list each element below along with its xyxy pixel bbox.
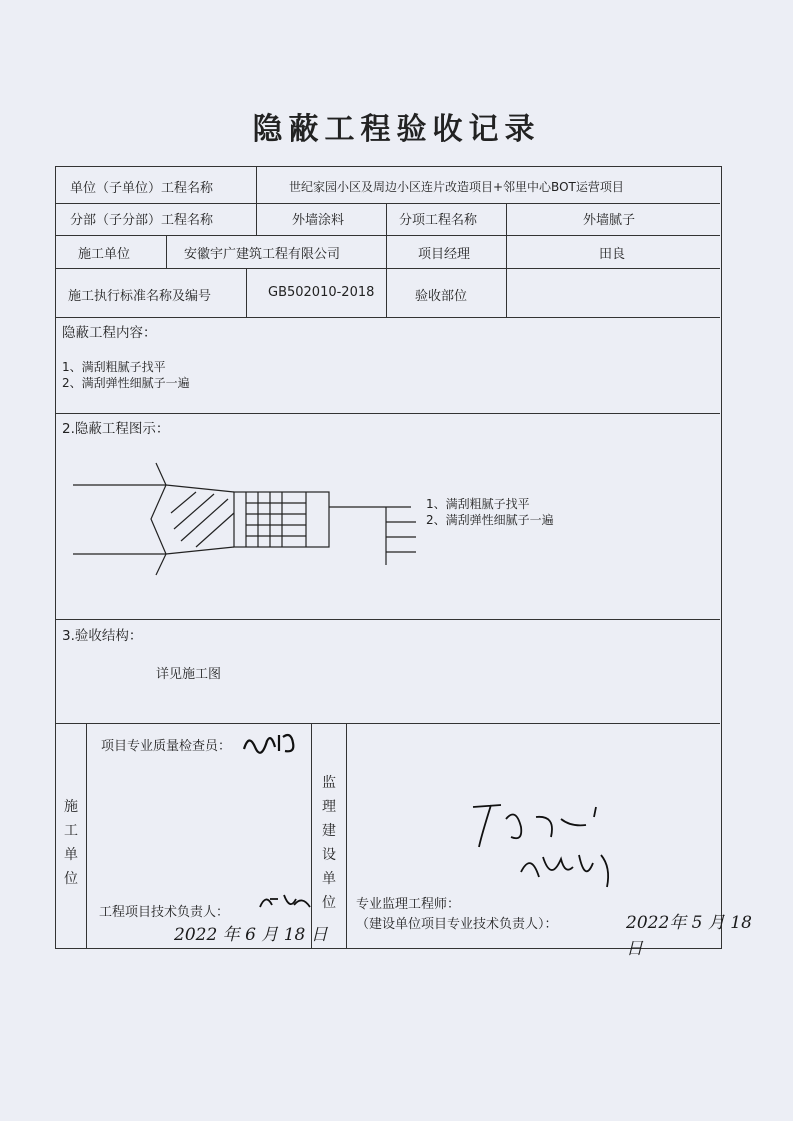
acceptance-part-label: 验收部位 — [415, 289, 468, 304]
subitem-label: 分项工程名称 — [399, 213, 478, 228]
construction-unit-label: 施工单位 — [64, 799, 78, 887]
row-divider — [56, 317, 720, 318]
col-divider — [256, 203, 257, 235]
row-divider — [56, 723, 720, 724]
manager-label: 项目经理 — [418, 247, 471, 262]
subdivision-label: 分部（子分部）工程名称 — [70, 213, 214, 228]
supervisor-signature — [461, 797, 631, 897]
content-item-1: 1、满刮粗腻子找平 — [62, 360, 166, 374]
supervisor-label: 专业监理工程师： — [356, 897, 461, 912]
owner-tech-label: （建设单位项目专业技术负责人）： — [356, 917, 558, 932]
qc-inspector-label: 项目专业质量检查员： — [101, 739, 232, 754]
tech-lead-signature — [256, 889, 316, 917]
qc-inspector-signature — [241, 729, 301, 757]
row-divider — [56, 203, 720, 204]
construction-date: 2022 年 6 月 18 日 — [174, 925, 328, 945]
row-divider — [56, 619, 720, 620]
standard-value: GB502010-2018 — [268, 285, 375, 300]
diagram-heading: 2.隐蔽工程图示： — [62, 421, 170, 437]
content-item-2: 2、满刮弹性细腻子一遍 — [62, 376, 190, 390]
content-heading: 隐蔽工程内容： — [62, 325, 157, 341]
diagram-label-2: 2、满刮弹性细腻子一遍 — [426, 513, 554, 527]
page-title: 隐蔽工程验收记录 — [252, 112, 541, 147]
subdivision-value: 外墙涂料 — [292, 213, 345, 228]
contractor-label: 施工单位 — [78, 247, 131, 262]
unit-value: 世纪家园小区及周边小区连片改造项目+邻里中心BOT运营项目 — [289, 180, 624, 194]
col-divider — [506, 203, 507, 318]
supervision-label: 监理建设单位 — [322, 775, 336, 911]
col-divider — [386, 203, 387, 318]
row-divider — [56, 268, 720, 269]
col-divider — [346, 723, 347, 949]
subitem-value: 外墙腻子 — [583, 213, 636, 228]
supervision-date: 2022年 5 月 18日 — [626, 913, 752, 959]
result-heading: 3.验收结构： — [62, 628, 143, 644]
col-divider — [256, 167, 257, 203]
standard-label: 施工执行标准名称及编号 — [68, 289, 212, 304]
col-divider — [166, 235, 167, 268]
row-divider — [56, 235, 720, 236]
record-table — [55, 166, 752, 959]
tech-lead-label: 工程项目技术负责人： — [99, 905, 230, 920]
contractor-value: 安徽宇广建筑工程有限公司 — [184, 247, 341, 262]
row-divider — [56, 413, 720, 414]
col-divider — [246, 268, 247, 318]
result-text: 详见施工图 — [156, 667, 222, 682]
diagram-label-1: 1、满刮粗腻子找平 — [426, 497, 530, 511]
col-divider — [86, 723, 87, 949]
unit-label: 单位（子单位）工程名称 — [70, 181, 214, 196]
manager-value: 田良 — [599, 247, 626, 262]
